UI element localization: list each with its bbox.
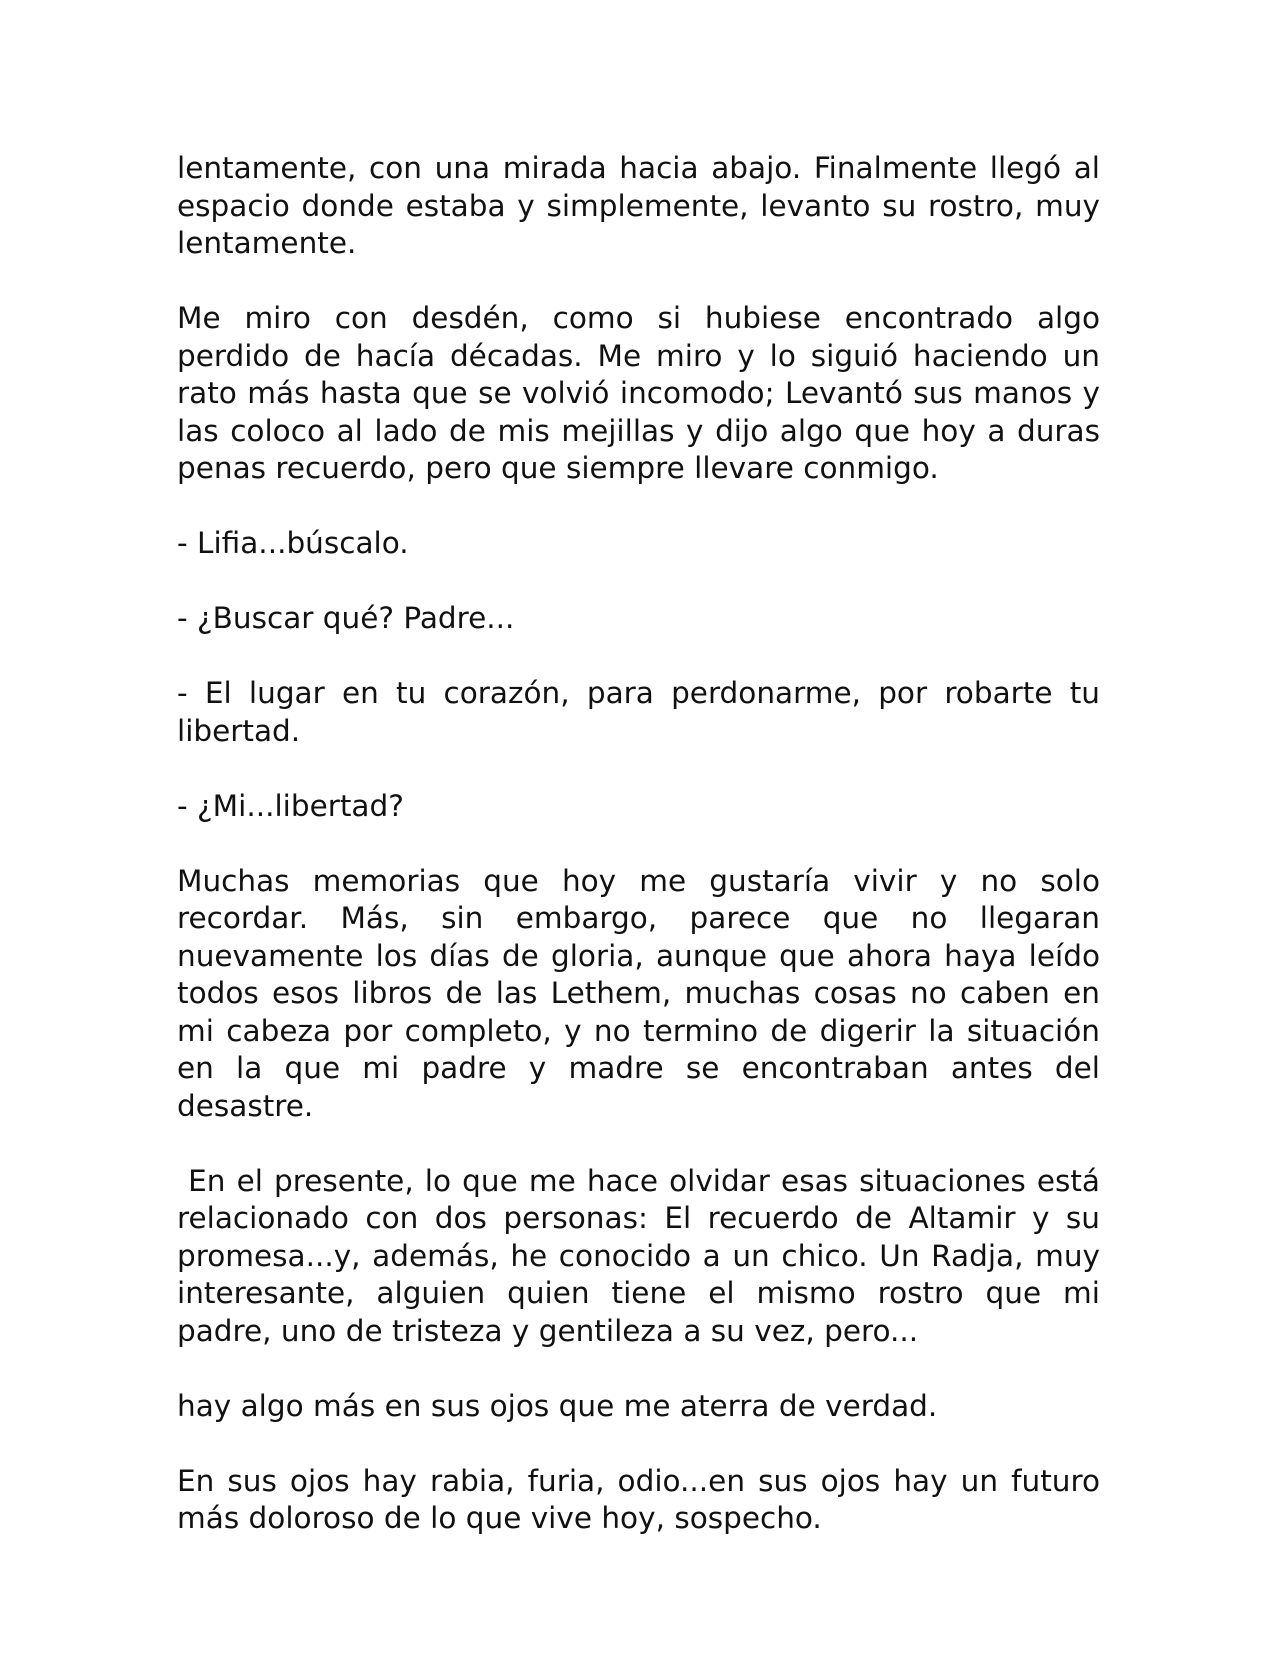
dialogue-line-1: - Lifia...búscalo.: [177, 526, 409, 560]
dialogue-line-4: - ¿Mi...libertad?: [177, 788, 404, 823]
paragraph-4: En el presente, lo que me hace olvidar esas situaciones está relacionado con dos personas: El recuerdo de Altamir y su promesa...y, además, he conocido a un chico. Un Radja, muy interesante, alguien quien tiene el mismo rostro que mi padre, uno de tristeza y gentileza a su vez, pero...: [177, 1163, 1110, 1348]
paragraph-3: Muchas memorias que hoy me gustaría vivir y no solo recordar. Más, sin embargo, parece que no llegaran nuevamente los días de gloria, aunque que ahora haya leído todos esos libros de las Lethem, muchas cosas no caben en mi cabeza por completo, y no termino de digerir la situación en la que mi padre y madre se encontraban antes del desastre.: [177, 863, 1110, 1123]
document-page: [177, 150, 1110, 1538]
dialogue-line-2: - ¿Buscar qué? Padre...: [177, 601, 515, 635]
paragraph-2: Me miro con desdén, como si hubiese encontrado algo perdido de hacía décadas. Me miro y lo siguió haciendo un rato más hasta que se volvió incomodo; Levantó sus manos y las coloco al lado de mis mejillas y dijo algo que hoy a duras penas recuerdo, pero que siempre llevare conmigo.: [177, 301, 1110, 485]
paragraph-1: lentamente, con una mirada hacia abajo. Finalmente llegó al espacio donde estaba y simplemente, levanto su rostro, muy lentamente.: [177, 151, 1110, 260]
paragraph-5: hay algo más en sus ojos que me aterra de verdad.: [177, 1388, 938, 1423]
paragraph-6: En sus ojos hay rabia, furia, odio...en sus ojos hay un futuro más doloroso de lo que vive hoy, sospecho.: [177, 1463, 1110, 1535]
dialogue-line-3: - El lugar en tu corazón, para perdonarme, por robarte tu libertad.: [177, 676, 1110, 748]
